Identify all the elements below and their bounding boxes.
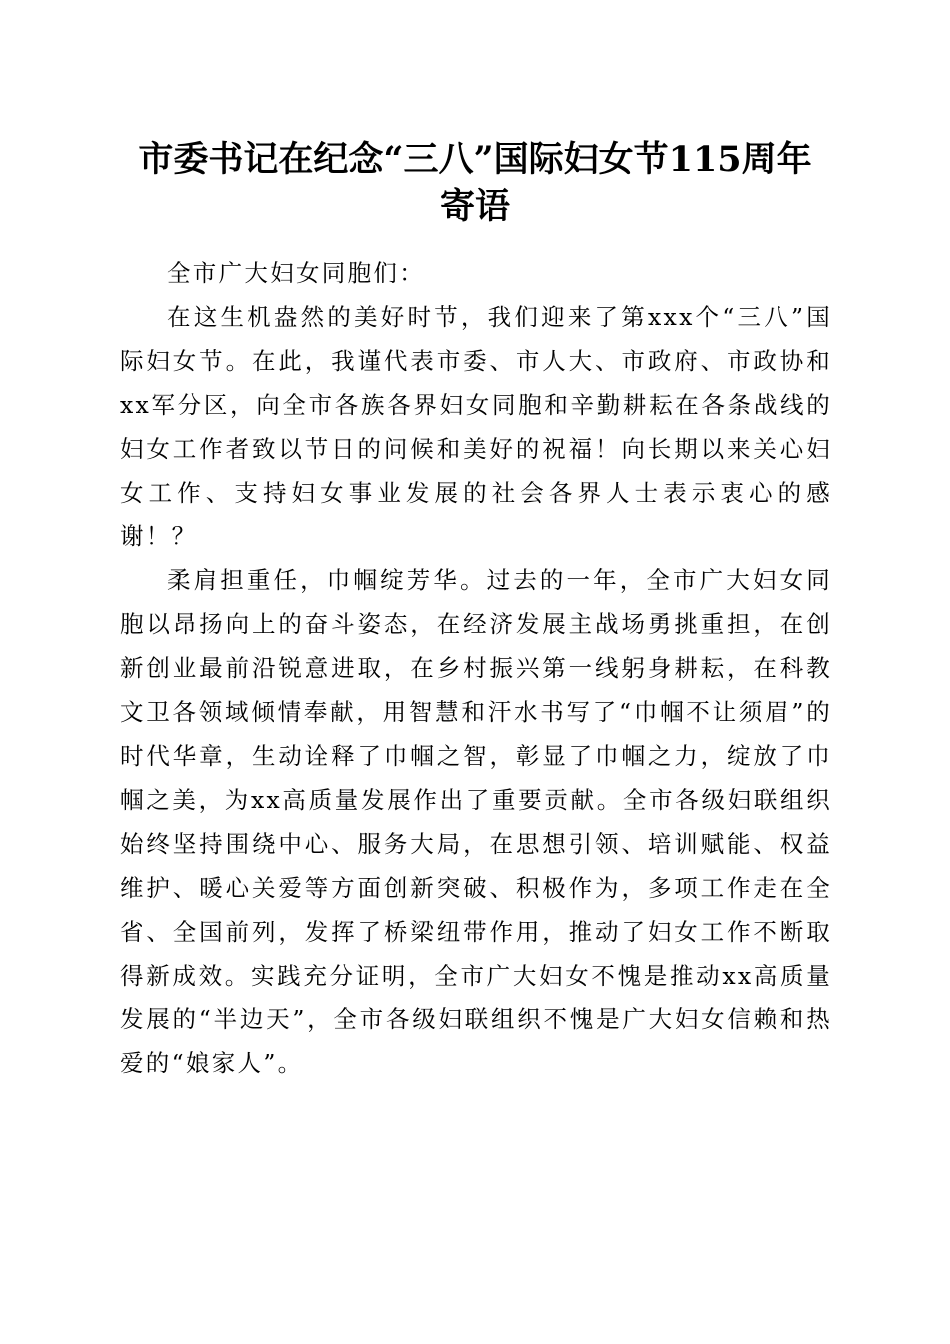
document-body xyxy=(120,252,832,1086)
paragraph-achievements: 柔肩担重任，巾帼绽芳华。过去的一年，全市广大妇女同胞以昂扬向上的奋斗姿态，在经济发展主战场勇挑重担，在创新创业最前沿锐意进取，在乡村振兴第一线躬身耕耘，在科教文卫各领域倾情奉献，用智慧和汗水书写了“巾帼不让须眉”的时代华章，生动诠释了巾帼之智，彰显了巾帼之力，绽放了巾帼之美，为xx高质量发展作出了重要贡献。全市各级妇联组织始终坚持围绕中心、服务大局，在思想引领、培训赋能、权益维护、暖心关爱等方面创新突破、积极作为，多项工作走在全省、全国前列，发挥了桥梁纽带作用，推动了妇女工作不断取得新成效。实践充分证明，全市广大妇女不愧是推动xx高质量发展的“半边天”，全市各级妇联组织不愧是广大妇女信赖和热爱的“娘家人”。 xyxy=(120,566,832,1078)
title-line-1: 市委书记在纪念“三八”国际妇女节115周年 xyxy=(138,139,812,180)
paragraph-greeting: 在这生机盎然的美好时节，我们迎来了第xxx个“三八”国际妇女节。在此，我谨代表市委、市人大、市政府、市政协和xx军分区，向全市各族各界妇女同胞和辛勤耕耘在各条战线的妇女工作者致以节日的问候和美好的祝福！向长期以来关心妇女工作、支持妇女事业发展的社会各界人士表示衷心的感谢！？ xyxy=(120,302,832,551)
salutation: 全市广大妇女同胞们： xyxy=(167,259,425,287)
document-title xyxy=(100,136,850,230)
title-line-2: 寄语 xyxy=(439,186,510,227)
